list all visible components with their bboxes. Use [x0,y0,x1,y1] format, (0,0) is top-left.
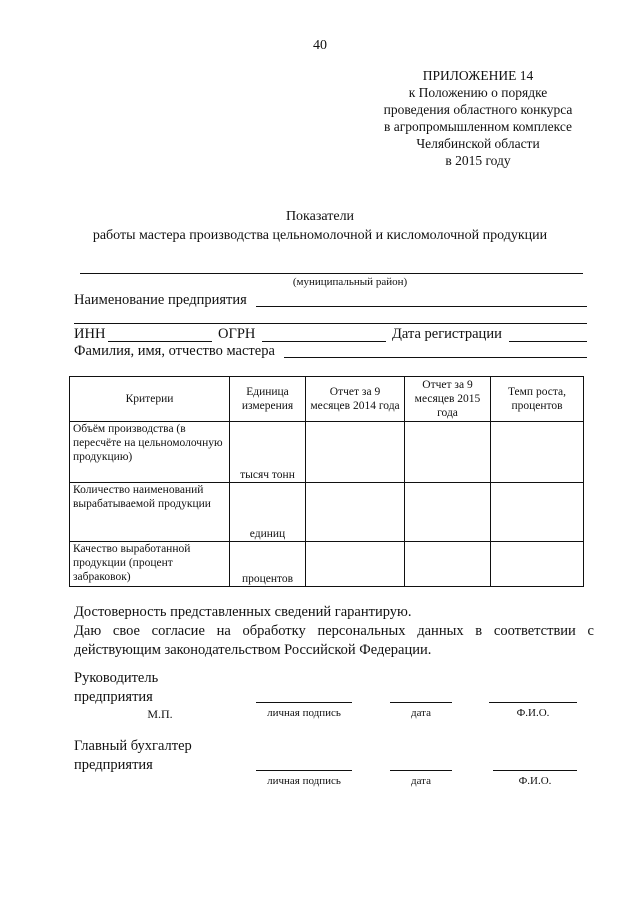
appendix-line: в агропромышленном комплексе [383,119,573,134]
head-title-line2: предприятия [74,689,153,705]
accountant-signature-line[interactable] [256,770,352,771]
criterion-cell: Качество выработанной продукции (процент забраковок) [70,542,230,587]
accountant-name-line[interactable] [493,770,577,771]
criterion-cell: Количество наименований вырабатываемой продукции [70,483,230,542]
consent-statement: Даю свое согласие на обработку персональных данных в соответствии с действующим законодательством Российской Федерации. [74,623,594,658]
appendix-line: Челябинской области [416,136,540,151]
accountant-date-caption: дата [410,775,432,787]
document-subtitle: работы мастера производства цельномолочной и кисломолочной продукции [92,228,548,243]
guarantee-statement: Достоверность представленных сведений гарантирую. [74,604,412,620]
report-2014-cell[interactable] [306,422,405,483]
appendix-header [362,67,594,169]
report-2015-cell[interactable] [405,542,491,587]
report-2014-cell[interactable] [306,483,405,542]
header-criteria: Критерии [70,377,230,422]
unit-cell: единиц [230,483,306,542]
criterion-cell: Объём производства (в пересчёте на цельномолочную продукцию) [70,422,230,483]
district-field-line[interactable] [80,273,583,274]
inn-field-line[interactable] [108,341,212,342]
head-title: Руководитель [74,670,159,686]
table-row [70,542,584,587]
criteria-table [69,376,584,587]
growth-rate-cell[interactable] [491,422,584,483]
enterprise-field-line-2[interactable] [74,323,587,324]
table-header-row [70,377,584,422]
head-signature-caption: личная подпись [267,707,341,719]
master-field-line[interactable] [284,357,587,358]
reg-date-label: Дата регистрации [392,326,502,342]
document-title: Показатели [285,209,355,224]
inn-label: ИНН [74,326,106,342]
ogrn-label: ОГРН [218,326,256,342]
head-date-line[interactable] [390,702,452,703]
district-caption: (муниципальный район) [292,276,408,288]
head-signature-line[interactable] [256,702,352,703]
report-2014-cell[interactable] [306,542,405,587]
ogrn-field-line[interactable] [262,341,386,342]
appendix-line: к Положению о порядке [408,85,548,100]
header-unit: Единица измерения [230,377,306,422]
enterprise-field-line[interactable] [256,306,587,307]
stamp-label: М.П. [147,707,173,721]
unit-cell: тысяч тонн [230,422,306,483]
document-heading [0,207,640,245]
growth-rate-cell[interactable] [491,542,584,587]
table-row [70,483,584,542]
accountant-title-line2: предприятия [74,757,153,773]
page-number: 40 [313,38,327,53]
reg-date-field-line[interactable] [509,341,587,342]
header-growth-rate: Темп роста, процентов [491,377,584,422]
header-report-2015: Отчет за 9 месяцев 2015 года [405,377,491,422]
table-row [70,422,584,483]
appendix-line: в 2015 году [445,153,511,168]
accountant-name-caption: Ф.И.О. [518,775,552,787]
head-date-caption: дата [410,707,432,719]
report-2015-cell[interactable] [405,483,491,542]
growth-rate-cell[interactable] [491,483,584,542]
head-name-line[interactable] [489,702,577,703]
master-label: Фамилия, имя, отчество мастера [74,343,275,359]
appendix-line: проведения областного конкурса [383,102,573,117]
unit-cell: процентов [230,542,306,587]
accountant-signature-caption: личная подпись [267,775,341,787]
enterprise-label: Наименование предприятия [74,292,247,308]
report-2015-cell[interactable] [405,422,491,483]
accountant-title: Главный бухгалтер [74,738,192,754]
accountant-date-line[interactable] [390,770,452,771]
header-report-2014: Отчет за 9 месяцев 2014 года [306,377,405,422]
head-name-caption: Ф.И.О. [516,707,550,719]
appendix-title: ПРИЛОЖЕНИЕ 14 [422,68,534,83]
